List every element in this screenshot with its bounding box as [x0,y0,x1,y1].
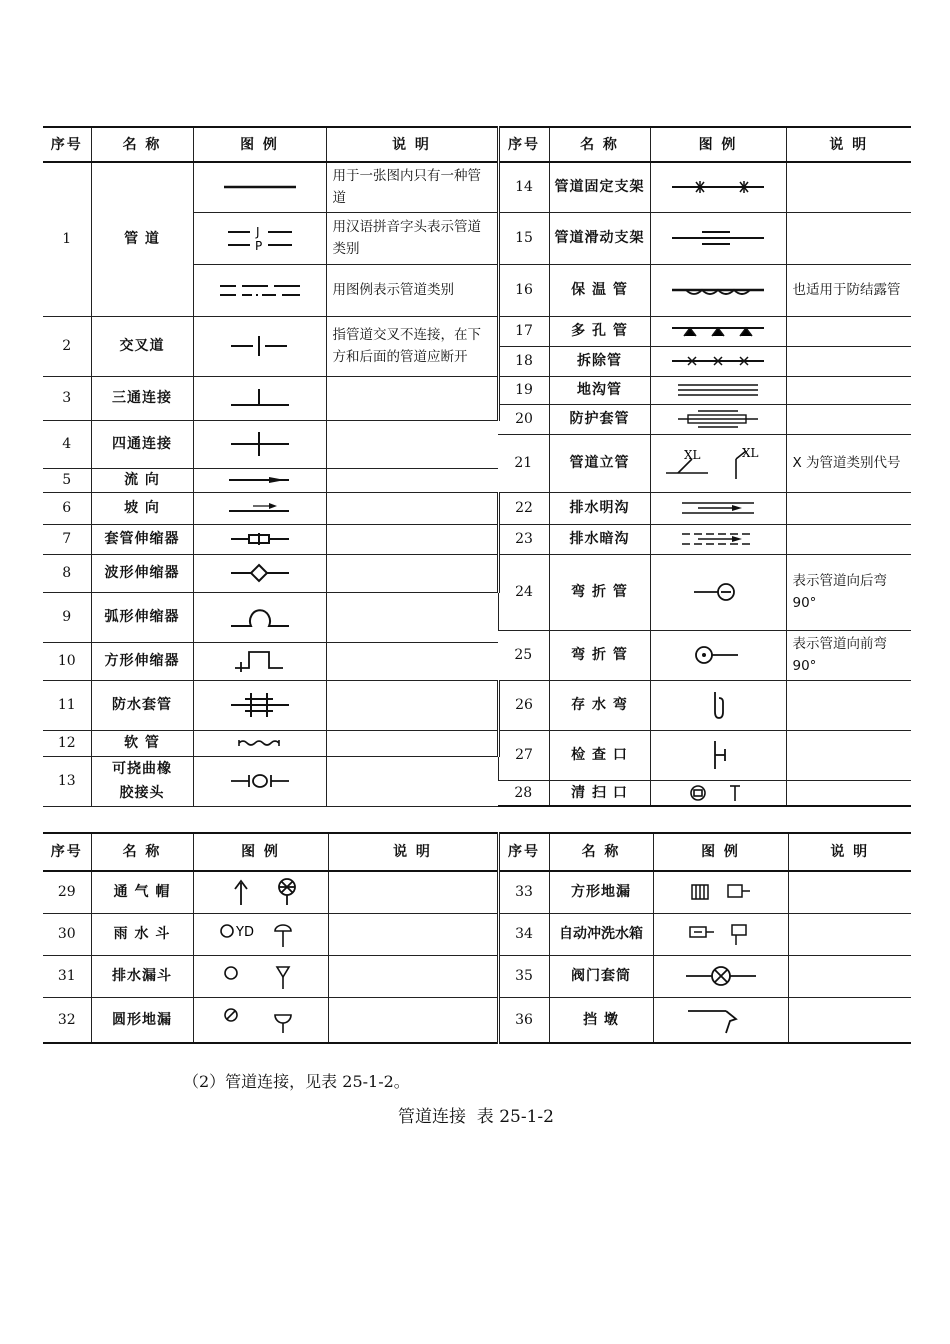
bend-back-icon [650,554,786,630]
row-note [786,316,911,346]
row-name: 排水漏斗 [91,955,193,997]
valve-sleeve-icon [653,955,788,997]
row-name: 波形伸缩器 [91,554,193,592]
row-note [326,756,498,806]
row-note [786,376,911,404]
row-name: 多 孔 管 [549,316,650,346]
pipe-icon [193,162,326,212]
protective-sleeve-icon [650,404,786,434]
header-no: 序号 [498,127,549,162]
row-note [326,524,498,554]
row-name: 雨 水 斗 [91,913,193,955]
cross-connection-icon [193,420,326,468]
row-note: 用图例表示管道类别 [326,264,498,316]
row-note [786,524,911,554]
row-note: 表示管道向后弯 90° [786,554,911,630]
row-name: 防护套管 [549,404,650,434]
row-note [786,780,911,806]
row-note: X 为管道类别代号 [786,434,911,492]
flexible-hose-icon [193,730,326,756]
trap-icon [650,680,786,730]
row-no: 23 [498,524,549,554]
row-no: 22 [498,492,549,524]
row-no: 7 [43,524,91,554]
row-name: 管道固定支架 [549,162,650,212]
row-note: 表示管道向前弯 90° [786,630,911,680]
row-note [786,346,911,376]
tee-connection-icon [193,376,326,420]
row-note [326,468,498,492]
row-no: 32 [43,997,91,1043]
row-name: 弯 折 管 [549,554,650,630]
row-no: 13 [43,756,91,806]
drain-funnel-icon [193,955,328,997]
header-desc: 说 明 [788,833,911,871]
row-name: 地沟管 [549,376,650,404]
header-no: 序号 [43,127,91,162]
row-name: 排水明沟 [549,492,650,524]
row-no: 9 [43,592,91,642]
row-name: 方形伸缩器 [91,642,193,680]
row-name: 清 扫 口 [549,780,650,806]
row-name: 套管伸缩器 [91,524,193,554]
row-note [328,997,498,1043]
header-legend: 图 例 [193,833,328,871]
riser-label: XL [742,446,759,460]
row-no: 24 [498,554,549,630]
row-no: 31 [43,955,91,997]
row-no: 36 [498,997,549,1043]
pipe-label-j: J [255,225,260,239]
row-note: 也适用于防结露管 [786,264,911,316]
row-no: 20 [498,404,549,434]
header-name: 名 称 [91,127,193,162]
row-name: 软 管 [91,730,193,756]
row-name: 方形地漏 [549,871,653,913]
row-note [326,730,498,756]
row-note [786,730,911,780]
row-name: 三通连接 [91,376,193,420]
header-legend: 图 例 [193,127,326,162]
row-no: 27 [498,730,549,780]
row-no: 8 [43,554,91,592]
insulated-pipe-icon [650,264,786,316]
row-note [328,913,498,955]
round-floor-drain-icon [193,997,328,1043]
row-name: 弯 折 管 [549,630,650,680]
header-legend: 图 例 [653,833,788,871]
cleanout-icon [650,780,786,806]
row-note: 用于一张图内只有一种管道 [326,162,498,212]
header-desc: 说 明 [328,833,498,871]
thrust-block-icon [653,997,788,1043]
row-note [788,955,911,997]
row-no: 18 [498,346,549,376]
header-name: 名 称 [549,127,650,162]
row-name: 管道滑动支架 [549,212,650,264]
row-no: 3 [43,376,91,420]
row-note [788,871,911,913]
header-no: 序号 [498,833,549,871]
row-note [328,871,498,913]
pipe-label-p: P [254,239,262,253]
sleeve-expansion-joint-icon [193,524,326,554]
body-paragraph: （2）管道连接，见表 25-1-2。 [183,1072,410,1091]
table-caption: 管道连接 表 25-1-2 [398,1107,554,1127]
flow-direction-icon [193,468,326,492]
row-name: 挡 墩 [549,997,653,1043]
row-name: 自动冲洗水箱 [549,913,653,955]
arc-expansion-joint-icon [193,592,326,642]
row-note: 指管道交叉不连接，在下方和后面的管道应断开 [326,316,498,376]
waterproof-sleeve-icon [193,680,326,730]
bend-front-icon [650,630,786,680]
inspection-port-icon [650,730,786,780]
pipe-legend-table-2 [43,832,911,1044]
fixed-support-icon [650,162,786,212]
row-name: 防水套管 [91,680,193,730]
row-note: 用汉语拼音字头表示管道类别 [326,212,498,264]
row-no: 17 [498,316,549,346]
row-note [786,404,911,434]
row-name: 拆除管 [549,346,650,376]
row-name: 弧形伸缩器 [91,592,193,642]
row-note [328,955,498,997]
row-no: 19 [498,376,549,404]
row-note [788,997,911,1043]
riser-label: XL [684,448,701,462]
row-note [326,642,498,680]
row-no: 28 [498,780,549,806]
row-name: 圆形地漏 [91,997,193,1043]
pipe-legend-table-1 [43,126,911,807]
bellows-expansion-joint-icon [193,554,326,592]
rain-hopper-label: YD [235,925,254,940]
row-no: 33 [498,871,549,913]
row-name: 坡 向 [91,492,193,524]
row-name: 管道立管 [549,434,650,492]
rain-hopper-icon [193,913,328,955]
row-no: 11 [43,680,91,730]
row-note [326,592,498,642]
row-no: 1 [43,162,91,316]
row-name: 阀门套筒 [549,955,653,997]
row-note [326,680,498,730]
row-note [788,913,911,955]
row-no: 29 [43,871,91,913]
row-no: 21 [498,434,549,492]
row-no: 12 [43,730,91,756]
riser-icon [650,434,786,492]
sliding-support-icon [650,212,786,264]
row-name: 存 水 弯 [549,680,650,730]
row-note [326,376,498,420]
row-no: 14 [498,162,549,212]
pipe-pinyin-icon [193,212,326,264]
row-name: 四通连接 [91,420,193,468]
row-note [786,680,911,730]
slope-direction-icon [193,492,326,524]
perforated-pipe-icon [650,316,786,346]
row-no: 30 [43,913,91,955]
header-name: 名 称 [91,833,193,871]
row-no: 26 [498,680,549,730]
row-name: 通 气 帽 [91,871,193,913]
row-note [786,162,911,212]
square-expansion-joint-icon [193,642,326,680]
row-no: 6 [43,492,91,524]
row-no: 35 [498,955,549,997]
row-name: 排水暗沟 [549,524,650,554]
row-name: 检 查 口 [549,730,650,780]
row-name: 交叉道 [91,316,193,376]
row-note [786,212,911,264]
row-name: 保 温 管 [549,264,650,316]
header-desc: 说 明 [786,127,911,162]
pipe-crossing-icon [193,316,326,376]
row-no: 10 [43,642,91,680]
square-floor-drain-icon [653,871,788,913]
row-no: 2 [43,316,91,376]
row-note [326,492,498,524]
row-note [786,492,911,524]
covered-drain-icon [650,524,786,554]
row-note [326,420,498,468]
row-name: 管 道 [91,162,193,316]
header-name: 名 称 [549,833,653,871]
auto-flush-tank-icon [653,913,788,955]
removed-pipe-icon [650,346,786,376]
row-name: 可挠曲橡胶接头 [91,756,193,806]
row-no: 4 [43,420,91,468]
row-no: 34 [498,913,549,955]
row-note [326,554,498,592]
vent-cap-icon [193,871,328,913]
header-legend: 图 例 [650,127,786,162]
header-no: 序号 [43,833,91,871]
row-no: 25 [498,630,549,680]
trench-pipe-icon [650,376,786,404]
row-name: 流 向 [91,468,193,492]
row-no: 5 [43,468,91,492]
header-desc: 说 明 [326,127,498,162]
flexible-rubber-joint-icon [193,756,326,806]
open-drain-icon [650,492,786,524]
row-no: 16 [498,264,549,316]
row-no: 15 [498,212,549,264]
pipe-dashed-icon [193,264,326,316]
